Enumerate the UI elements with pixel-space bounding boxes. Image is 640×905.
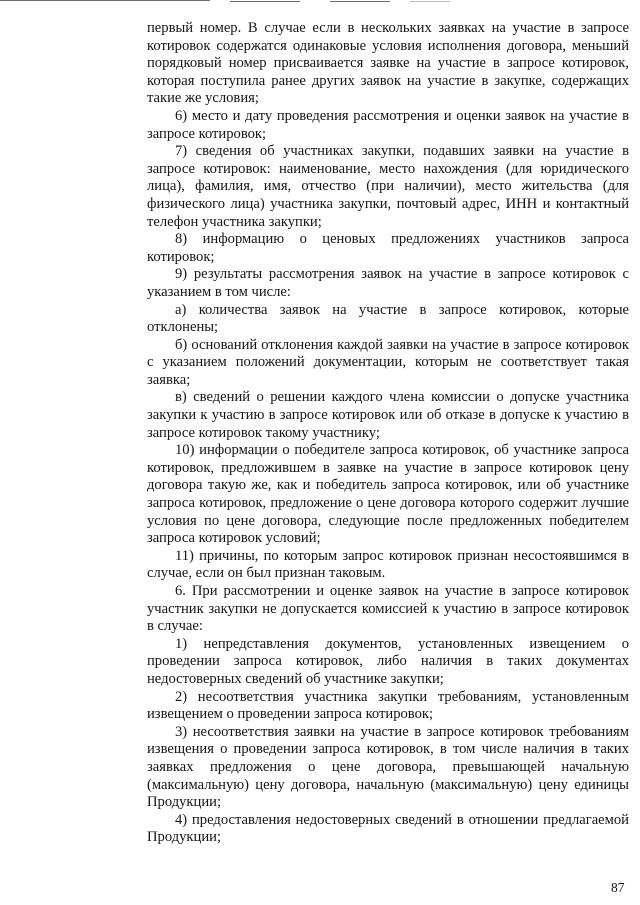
paragraph: в) сведений о решении каждого члена комиссии о допуске участника закупки к участию в запросе котировок или об отказе в допуске к участию в запросе котировок такому участнику; [147,389,629,441]
page-number: 87 [611,880,625,895]
paragraph: 7) сведения об участниках закупки, подавших заявки на участие в запросе котировок: наименование, место нахождения (для юридического лица), фамилия, имя, отчество (при наличии), место жительства (для физического лица) участника закупки, почтовый адрес, ИНН и контактный телефон участника закупки; [147,143,629,230]
paragraph: 4) предоставления недостоверных сведений в отношении предлагаемой Продукции; [147,811,629,846]
paragraph: 10) информации о победителе запроса котировок, об участнике запроса котировок, предложившем в заявке на участие в запросе котировок цену договора такую же, как и победитель запроса котировок, или об участнике запроса котировок, предложение о цене договора которого содержит лучшие условия по цене договора, следующие после предложенных победителем запроса котировок условий; [147,442,629,547]
paragraph: а) количества заявок на участие в запросе котировок, которые отклонены; [147,301,629,336]
paragraph: б) оснований отклонения каждой заявки на участие в запросе котировок с указанием положений документации, которым не соответствует такая заявка; [147,336,629,388]
paragraph: 1) непредставления документов, установленных извещением о проведении запроса котировок, либо наличия в таких документах недостоверных сведений об участнике закупки; [147,635,629,687]
paragraph: 11) причины, по которым запрос котировок признан несостоявшимся в случае, если он был признан таковым. [147,547,629,582]
paragraph: 3) несоответствия заявки на участие в запросе котировок требованиям извещения о проведении запроса котировок, в том числе наличия в таких заявках предложения о цене договора, превышающей начальную (максимальную) цену договора, начальную (максимальную) цену единицы Продукции; [147,723,629,811]
paragraph: 2) несоответствия участника закупки требованиям, установленным извещением о проведении запроса котировок; [147,688,629,723]
document-body [147,20,629,847]
paragraph: 8) информацию о ценовых предложениях участников запроса котировок; [147,231,629,265]
paragraph: 9) результаты рассмотрения заявок на участие в запросе котировок с указанием в том числе: [147,266,629,300]
paragraph: первый номер. В случае если в нескольких заявках на участие в запросе котировок содержатся одинаковые условия исполнения договора, меньший порядковый номер присваивается заявке на участие в запросе котировок, которая поступила ранее других заявок на участие в закупке, содержащих такие же условия; [147,20,629,107]
scan-edge-artifact [0,0,640,4]
paragraph: 6. При рассмотрении и оценке заявок на участие в запросе котировок участник закупки не допускается комиссией к участию в запросе котировок в случае: [147,583,629,635]
paragraph: 6) место и дату проведения рассмотрения и оценки заявок на участие в запросе котировок; [147,107,629,142]
